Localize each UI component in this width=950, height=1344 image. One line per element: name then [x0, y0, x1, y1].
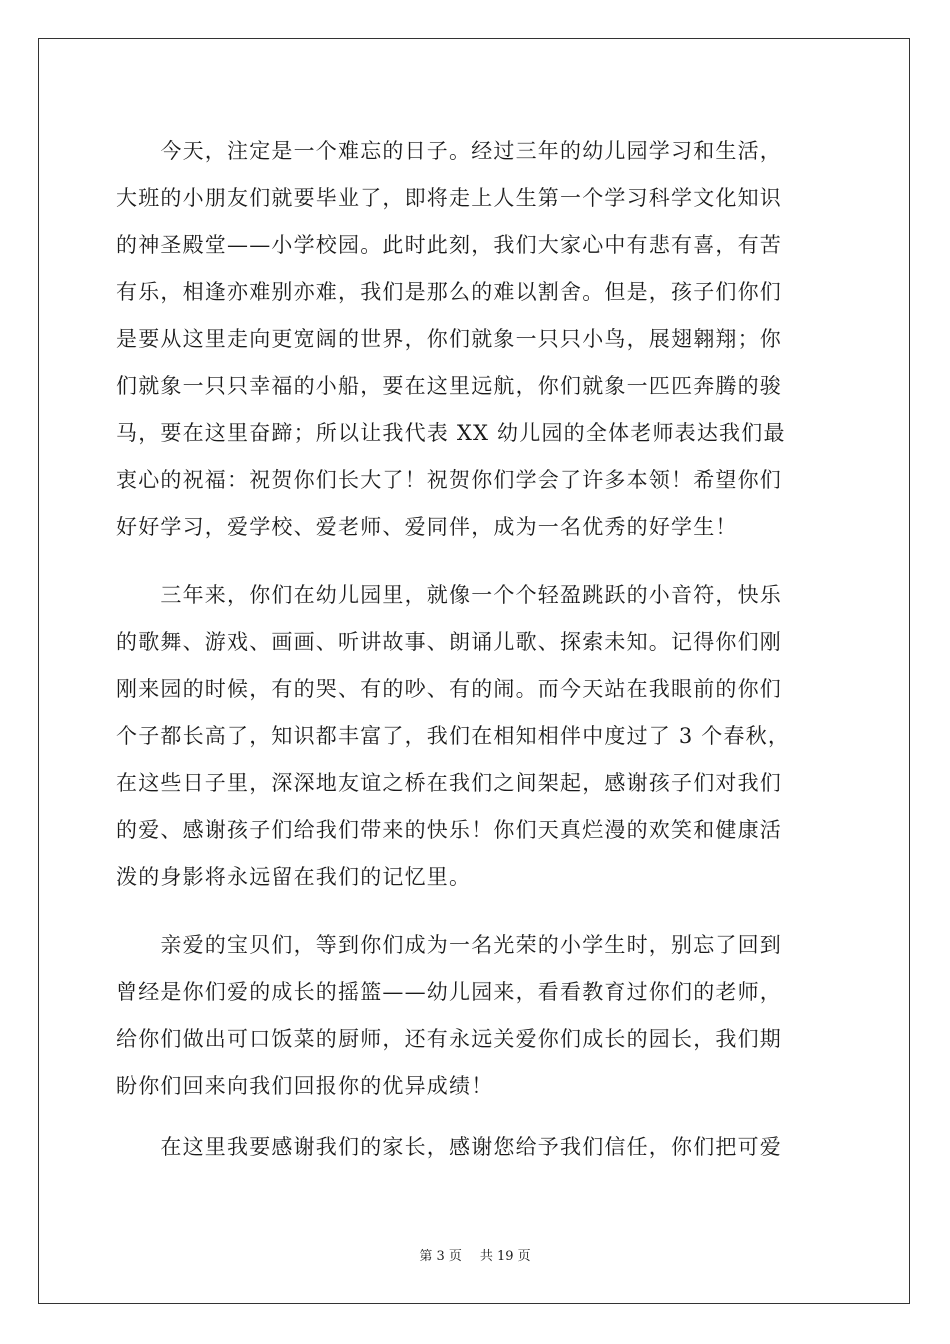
- text-line: 的歌舞、游戏、画画、听讲故事、朗诵儿歌、探索未知。记得你们刚: [116, 630, 782, 654]
- text-line: 三年来，你们在幼儿园里，就像一个个轻盈跳跃的小音符，快乐: [116, 583, 782, 607]
- text-line: 泼的身影将永远留在我们的记忆里。: [116, 865, 472, 889]
- text-line: 有乐，相逢亦难别亦难，我们是那么的难以割舍。但是，孩子们你们: [116, 280, 782, 304]
- text-line: 盼你们回来向我们回报你的优异成绩！: [116, 1074, 494, 1098]
- text-line: 们就象一只只幸福的小船，要在这里远航，你们就象一匹匹奔腾的骏: [116, 374, 782, 398]
- text-line: 给你们做出可口饭菜的厨师，还有永远关爱你们成长的园长，我们期: [116, 1027, 782, 1051]
- page-footer: [0, 1248, 950, 1266]
- text-line: 好好学习，爱学校、爱老师、爱同伴，成为一名优秀的好学生！: [116, 515, 738, 539]
- text-line: 大班的小朋友们就要毕业了，即将走上人生第一个学习科学文化知识: [116, 186, 782, 210]
- text-line: 的爱、感谢孩子们给我们带来的快乐！你们天真烂漫的欢笑和健康活: [116, 818, 782, 842]
- text-line: 个子都长高了，知识都丰富了，我们在相知相伴中度过了 3 个春秋，: [116, 724, 791, 748]
- text-line: 马，要在这里奋蹄；所以让我代表 XX 幼儿园的全体老师表达我们最: [116, 421, 786, 445]
- page-border: [38, 38, 910, 1304]
- text-line: 的神圣殿堂——小学校园。此时此刻，我们大家心中有悲有喜，有苦: [116, 233, 782, 257]
- text-line: 刚来园的时候，有的哭、有的吵、有的闹。而今天站在我眼前的你们: [116, 677, 782, 701]
- text-line: 今天，注定是一个难忘的日子。经过三年的幼儿园学习和生活，: [116, 139, 782, 163]
- page-total: 共 19 页: [479, 1249, 531, 1264]
- text-line: 是要从这里走向更宽阔的世界，你们就象一只只小鸟，展翅翱翔；你: [116, 327, 782, 351]
- text-line: 衷心的祝福：祝贺你们长大了！祝贺你们学会了许多本领！希望你们: [116, 468, 782, 492]
- page-number: 第 3 页: [419, 1249, 462, 1264]
- text-line: 曾经是你们爱的成长的摇篮——幼儿园来，看看教育过你们的老师，: [116, 980, 782, 1004]
- text-line: 在这些日子里，深深地友谊之桥在我们之间架起，感谢孩子们对我们: [116, 771, 782, 795]
- text-line: 亲爱的宝贝们，等到你们成为一名光荣的小学生时，别忘了回到: [116, 933, 782, 957]
- text-line: 在这里我要感谢我们的家长，感谢您给予我们信任，你们把可爱: [116, 1135, 782, 1159]
